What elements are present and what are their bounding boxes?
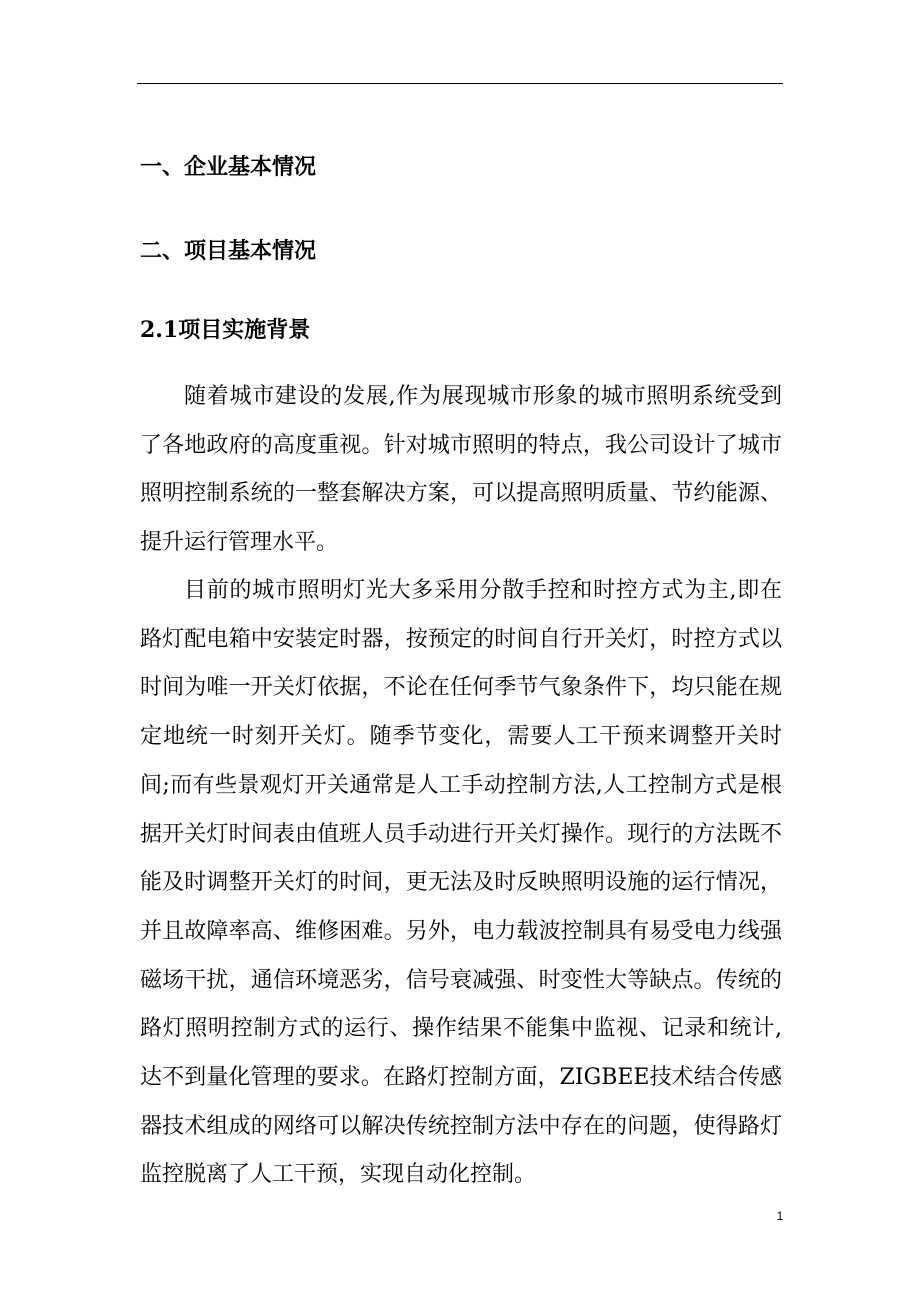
page-number: 1	[776, 1209, 784, 1223]
header-rule	[137, 83, 783, 84]
subsection-heading-2-1: 2.1项目实施背景	[140, 317, 311, 343]
section-heading-1: 一、企业基本情况	[140, 154, 317, 180]
paragraph-background-2	[140, 567, 782, 1200]
paragraph-background-1	[140, 373, 782, 568]
paragraph-text: 随着城市建设的发展,作为展现城市形象的城市照明系统受到了各地政府的高度重视。针对城市照明的特点，我公司设计了城市照明控制系统的一整套解决方案，可以提高照明质量、节约能源、提升运行管理水平。	[140, 384, 782, 556]
section-heading-2: 二、项目基本情况	[140, 238, 317, 264]
paragraph-text: 目前的城市照明灯光大多采用分散手控和时控方式为主,即在路灯配电箱中安装定时器，按预定的时间自行开关灯，时控方式以时间为唯一开关灯依据，不论在任何季节气象条件下，均只能在规定地统一时刻开关灯。随季节变化，需要人工干预来调整开关时间;而有些景观灯开关通常是人工手动控制方法,人工控制方式是根据开关灯时间表由值班人员手动进行开关灯操作。现行的方法既不能及时调整开关灯的时间，更无法及时反映照明设施的运行情况，并且故障率高、维修困难。另外，电力载波控制具有易受电力线强磁场干扰，通信环境恶劣，信号衰减强、时变性大等缺点。传统的路灯照明控制方式的运行、操作结果不能集中监视、记录和统计,达不到量化管理的要求。在路灯控制方面，ZIGBEE技术结合传感器技术组成的网络可以解决传统控制方法中存在的问题，使得路灯监控脱离了人工干预，实现自动化控制。	[140, 578, 782, 1188]
